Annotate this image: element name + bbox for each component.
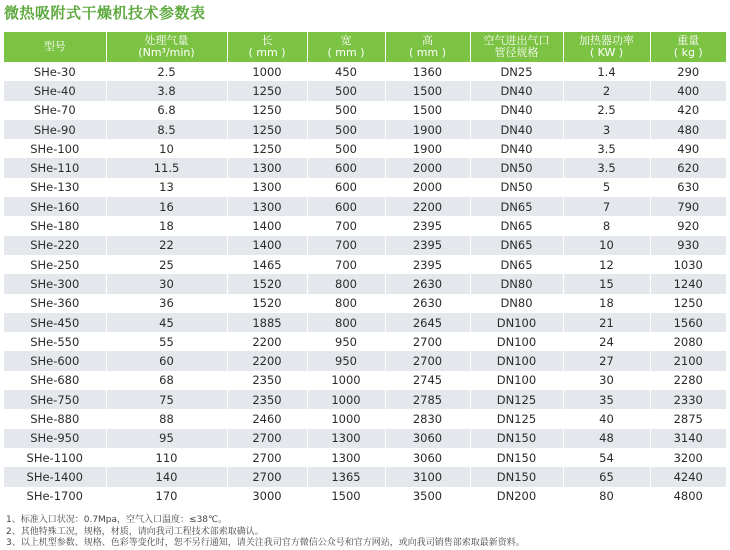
- table-cell: SHe-950: [4, 429, 106, 448]
- note-1: 1、标准入口状况：0.7Mpa，空气入口温度：≤38℃。: [6, 515, 228, 525]
- table-row: [4, 120, 726, 139]
- table-cell: 2: [563, 81, 650, 100]
- table-cell: SHe-300: [4, 274, 106, 293]
- table-cell: SHe-1700: [4, 487, 106, 506]
- table-cell: SHe-30: [4, 62, 106, 81]
- table-cell: 2785: [385, 390, 470, 409]
- table-cell: 5: [563, 178, 650, 197]
- table-cell: 55: [106, 332, 227, 351]
- table-cell: 10: [563, 236, 650, 255]
- table-cell: 800: [307, 274, 385, 293]
- table-cell: 1400: [227, 236, 307, 255]
- table-cell: DN125: [470, 409, 563, 428]
- table-cell: 1000: [307, 409, 385, 428]
- table-cell: 500: [307, 120, 385, 139]
- table-cell: SHe-550: [4, 332, 106, 351]
- table-cell: 1500: [307, 487, 385, 506]
- table-cell: DN40: [470, 101, 563, 120]
- table-cell: DN80: [470, 294, 563, 313]
- table-row: [4, 409, 726, 428]
- table-cell: 1300: [307, 448, 385, 467]
- table-cell: 950: [307, 351, 385, 370]
- table-cell: 2.5: [106, 62, 227, 81]
- table-cell: 2700: [385, 351, 470, 370]
- table-cell: 1500: [385, 81, 470, 100]
- table-cell: 1240: [650, 274, 726, 293]
- table-row: [4, 313, 726, 332]
- table-cell: 630: [650, 178, 726, 197]
- table-cell: DN65: [470, 216, 563, 235]
- table-row: [4, 197, 726, 216]
- table-cell: 2630: [385, 274, 470, 293]
- table-row: [4, 429, 726, 448]
- table-cell: SHe-1400: [4, 467, 106, 486]
- table-cell: 2280: [650, 371, 726, 390]
- table-cell: DN150: [470, 429, 563, 448]
- table-cell: 2700: [385, 332, 470, 351]
- table-cell: DN40: [470, 139, 563, 158]
- table-cell: 3000: [227, 487, 307, 506]
- table-cell: 1465: [227, 255, 307, 274]
- table-row: [4, 448, 726, 467]
- table-body: [4, 62, 726, 506]
- table-cell: 2395: [385, 255, 470, 274]
- table-cell: DN125: [470, 390, 563, 409]
- table-cell: 1030: [650, 255, 726, 274]
- column-header: [470, 32, 563, 62]
- table-cell: 2000: [385, 158, 470, 177]
- table-cell: 930: [650, 236, 726, 255]
- table-cell: 1885: [227, 313, 307, 332]
- table-cell: 25: [106, 255, 227, 274]
- table-row: [4, 487, 726, 506]
- table-cell: 490: [650, 139, 726, 158]
- table-header: [4, 32, 726, 62]
- table-row: [4, 101, 726, 120]
- column-header-label: 空气进出气口: [483, 34, 550, 47]
- table-cell: 18: [106, 216, 227, 235]
- column-header-label: 重量: [677, 34, 700, 47]
- table-cell: 48: [563, 429, 650, 448]
- column-header-label: 型号: [43, 40, 66, 53]
- table-cell: 8: [563, 216, 650, 235]
- table-cell: 4240: [650, 467, 726, 486]
- column-header-unit: (Nm³/min): [138, 46, 195, 59]
- table-row: [4, 332, 726, 351]
- table-cell: SHe-600: [4, 351, 106, 370]
- note-2: 2、其他特殊工况，规格，材质，请向我司工程技术部索取确认。: [6, 526, 264, 537]
- table-cell: SHe-40: [4, 81, 106, 100]
- table-cell: 30: [106, 274, 227, 293]
- column-header-unit: ( mm ): [327, 46, 365, 59]
- table-cell: 2875: [650, 409, 726, 428]
- table-cell: 15: [563, 274, 650, 293]
- table-cell: 290: [650, 62, 726, 81]
- table-cell: SHe-250: [4, 255, 106, 274]
- table-cell: 920: [650, 216, 726, 235]
- table-cell: 8.5: [106, 120, 227, 139]
- table-cell: DN65: [470, 255, 563, 274]
- table-cell: 1560: [650, 313, 726, 332]
- table-cell: 2200: [227, 332, 307, 351]
- note-3: 3、以上机型参数、规格、色彩等变化时，恕不另行通知，请关注我司官方微信公众号和官方网站，或向我司销售部索取最新资料。: [6, 538, 525, 548]
- column-header-label: 处理气量: [144, 34, 189, 47]
- table-cell: 88: [106, 409, 227, 428]
- table-cell: 3.5: [563, 139, 650, 158]
- table-cell: 35: [563, 390, 650, 409]
- table-cell: 2100: [650, 351, 726, 370]
- table-cell: 2350: [227, 371, 307, 390]
- table-cell: 10: [106, 139, 227, 158]
- table-cell: 95: [106, 429, 227, 448]
- table-cell: 68: [106, 371, 227, 390]
- table-cell: 2395: [385, 216, 470, 235]
- table-cell: 1300: [227, 158, 307, 177]
- table-cell: 1300: [227, 178, 307, 197]
- table-cell: 1900: [385, 139, 470, 158]
- table-row: [4, 158, 726, 177]
- table-cell: 1250: [650, 294, 726, 313]
- table-cell: 54: [563, 448, 650, 467]
- table-row: [4, 371, 726, 390]
- table-cell: 1500: [385, 101, 470, 120]
- table-cell: 1365: [307, 467, 385, 486]
- table-cell: 1000: [307, 371, 385, 390]
- table-cell: SHe-220: [4, 236, 106, 255]
- table-cell: 2630: [385, 294, 470, 313]
- table-cell: 1250: [227, 139, 307, 158]
- table-cell: DN80: [470, 274, 563, 293]
- table-row: [4, 390, 726, 409]
- table-cell: DN40: [470, 81, 563, 100]
- table-cell: 600: [307, 178, 385, 197]
- table-cell: 3500: [385, 487, 470, 506]
- table-cell: 18: [563, 294, 650, 313]
- table-cell: 3200: [650, 448, 726, 467]
- column-header-unit: ( kg ): [673, 46, 703, 59]
- table-cell: 500: [307, 139, 385, 158]
- column-header: [4, 32, 106, 62]
- page-title: 微热吸附式干燥机技术参数表: [4, 4, 206, 22]
- table-cell: 1000: [227, 62, 307, 81]
- table-cell: 7: [563, 197, 650, 216]
- table-cell: 1.4: [563, 62, 650, 81]
- table-cell: DN200: [470, 487, 563, 506]
- table-cell: 65: [563, 467, 650, 486]
- table-cell: 24: [563, 332, 650, 351]
- table-cell: 600: [307, 197, 385, 216]
- column-header-unit: ( mm ): [408, 46, 446, 59]
- table-cell: SHe-180: [4, 216, 106, 235]
- table-row: [4, 236, 726, 255]
- table-cell: SHe-750: [4, 390, 106, 409]
- table-cell: DN65: [470, 197, 563, 216]
- table-cell: 1250: [227, 81, 307, 100]
- table-cell: SHe-1100: [4, 448, 106, 467]
- table-cell: DN100: [470, 332, 563, 351]
- table-cell: DN50: [470, 158, 563, 177]
- table-cell: 2350: [227, 390, 307, 409]
- table-cell: 620: [650, 158, 726, 177]
- table-cell: DN100: [470, 351, 563, 370]
- table-cell: 13: [106, 178, 227, 197]
- table-cell: 75: [106, 390, 227, 409]
- header-row: [4, 32, 726, 62]
- column-header-label: 宽: [340, 34, 352, 47]
- table-cell: 1360: [385, 62, 470, 81]
- table-cell: DN100: [470, 313, 563, 332]
- table-cell: 400: [650, 81, 726, 100]
- table-cell: DN50: [470, 178, 563, 197]
- table-cell: 800: [307, 294, 385, 313]
- table-cell: SHe-130: [4, 178, 106, 197]
- column-header: [563, 32, 650, 62]
- table-cell: 600: [307, 158, 385, 177]
- column-header-label: 高: [422, 34, 433, 47]
- table-cell: 1520: [227, 274, 307, 293]
- table-cell: SHe-360: [4, 294, 106, 313]
- table-cell: 800: [307, 313, 385, 332]
- table-cell: 450: [307, 62, 385, 81]
- column-header-label: 长: [261, 34, 273, 47]
- table-cell: 140: [106, 467, 227, 486]
- column-header-unit: 管径规格: [494, 46, 539, 59]
- table-cell: 1250: [227, 101, 307, 120]
- table-cell: 3.5: [563, 158, 650, 177]
- table-cell: 790: [650, 197, 726, 216]
- table-cell: DN65: [470, 236, 563, 255]
- table-cell: 27: [563, 351, 650, 370]
- table-cell: 45: [106, 313, 227, 332]
- table-row: [4, 139, 726, 158]
- table-cell: 2000: [385, 178, 470, 197]
- table-cell: SHe-450: [4, 313, 106, 332]
- table-cell: 480: [650, 120, 726, 139]
- notes: [6, 515, 726, 550]
- table-cell: 1300: [227, 197, 307, 216]
- table-row: [4, 294, 726, 313]
- table-row: [4, 178, 726, 197]
- table-cell: DN150: [470, 448, 563, 467]
- column-header-label: 加热器功率: [579, 34, 634, 47]
- table-cell: 170: [106, 487, 227, 506]
- table-cell: 2395: [385, 236, 470, 255]
- table-cell: DN40: [470, 120, 563, 139]
- table-cell: 2330: [650, 390, 726, 409]
- table-cell: 1000: [307, 390, 385, 409]
- table-cell: 700: [307, 216, 385, 235]
- table-cell: 1250: [227, 120, 307, 139]
- table-cell: SHe-70: [4, 101, 106, 120]
- table-cell: 2.5: [563, 101, 650, 120]
- table-cell: 16: [106, 197, 227, 216]
- table-cell: 30: [563, 371, 650, 390]
- table-cell: 2745: [385, 371, 470, 390]
- column-header: [106, 32, 227, 62]
- table-cell: 6.8: [106, 101, 227, 120]
- table-cell: 3140: [650, 429, 726, 448]
- table-cell: 1900: [385, 120, 470, 139]
- table-cell: 2700: [227, 429, 307, 448]
- table-row: [4, 274, 726, 293]
- table-cell: 3060: [385, 448, 470, 467]
- table-cell: 4800: [650, 487, 726, 506]
- table-cell: 3: [563, 120, 650, 139]
- table-cell: 2700: [227, 467, 307, 486]
- column-header: [650, 32, 726, 62]
- table-cell: 2460: [227, 409, 307, 428]
- table-cell: 12: [563, 255, 650, 274]
- table-cell: 420: [650, 101, 726, 120]
- table-cell: 1300: [307, 429, 385, 448]
- table-cell: SHe-90: [4, 120, 106, 139]
- table-cell: 36: [106, 294, 227, 313]
- column-header: [385, 32, 470, 62]
- table-cell: 2645: [385, 313, 470, 332]
- table-cell: DN100: [470, 371, 563, 390]
- table-row: [4, 81, 726, 100]
- table-row: [4, 216, 726, 235]
- table-cell: 3100: [385, 467, 470, 486]
- table-cell: 21: [563, 313, 650, 332]
- table-cell: DN150: [470, 467, 563, 486]
- table-cell: SHe-100: [4, 139, 106, 158]
- table-cell: 950: [307, 332, 385, 351]
- table-cell: SHe-680: [4, 371, 106, 390]
- table-cell: 3060: [385, 429, 470, 448]
- table-row: [4, 351, 726, 370]
- table-cell: DN25: [470, 62, 563, 81]
- table-row: [4, 255, 726, 274]
- table-cell: 110: [106, 448, 227, 467]
- table-cell: 2200: [385, 197, 470, 216]
- table-cell: SHe-110: [4, 158, 106, 177]
- column-header-unit: ( KW ): [589, 46, 624, 59]
- table-cell: 1400: [227, 216, 307, 235]
- table-cell: 700: [307, 255, 385, 274]
- column-header: [307, 32, 385, 62]
- table-cell: SHe-880: [4, 409, 106, 428]
- table-cell: 40: [563, 409, 650, 428]
- table-cell: 2080: [650, 332, 726, 351]
- column-header-unit: ( mm ): [248, 46, 286, 59]
- table-cell: 11.5: [106, 158, 227, 177]
- table-row: [4, 467, 726, 486]
- table-cell: 60: [106, 351, 227, 370]
- table-cell: 22: [106, 236, 227, 255]
- table-cell: 1520: [227, 294, 307, 313]
- table-cell: 500: [307, 81, 385, 100]
- table-row: [4, 62, 726, 81]
- table-cell: SHe-160: [4, 197, 106, 216]
- table-cell: 2200: [227, 351, 307, 370]
- table-cell: 80: [563, 487, 650, 506]
- table-cell: 500: [307, 101, 385, 120]
- table-cell: 2830: [385, 409, 470, 428]
- table-cell: 2700: [227, 448, 307, 467]
- table-cell: 700: [307, 236, 385, 255]
- table-cell: 3.8: [106, 81, 227, 100]
- column-header: [227, 32, 307, 62]
- spec-table: [4, 32, 726, 506]
